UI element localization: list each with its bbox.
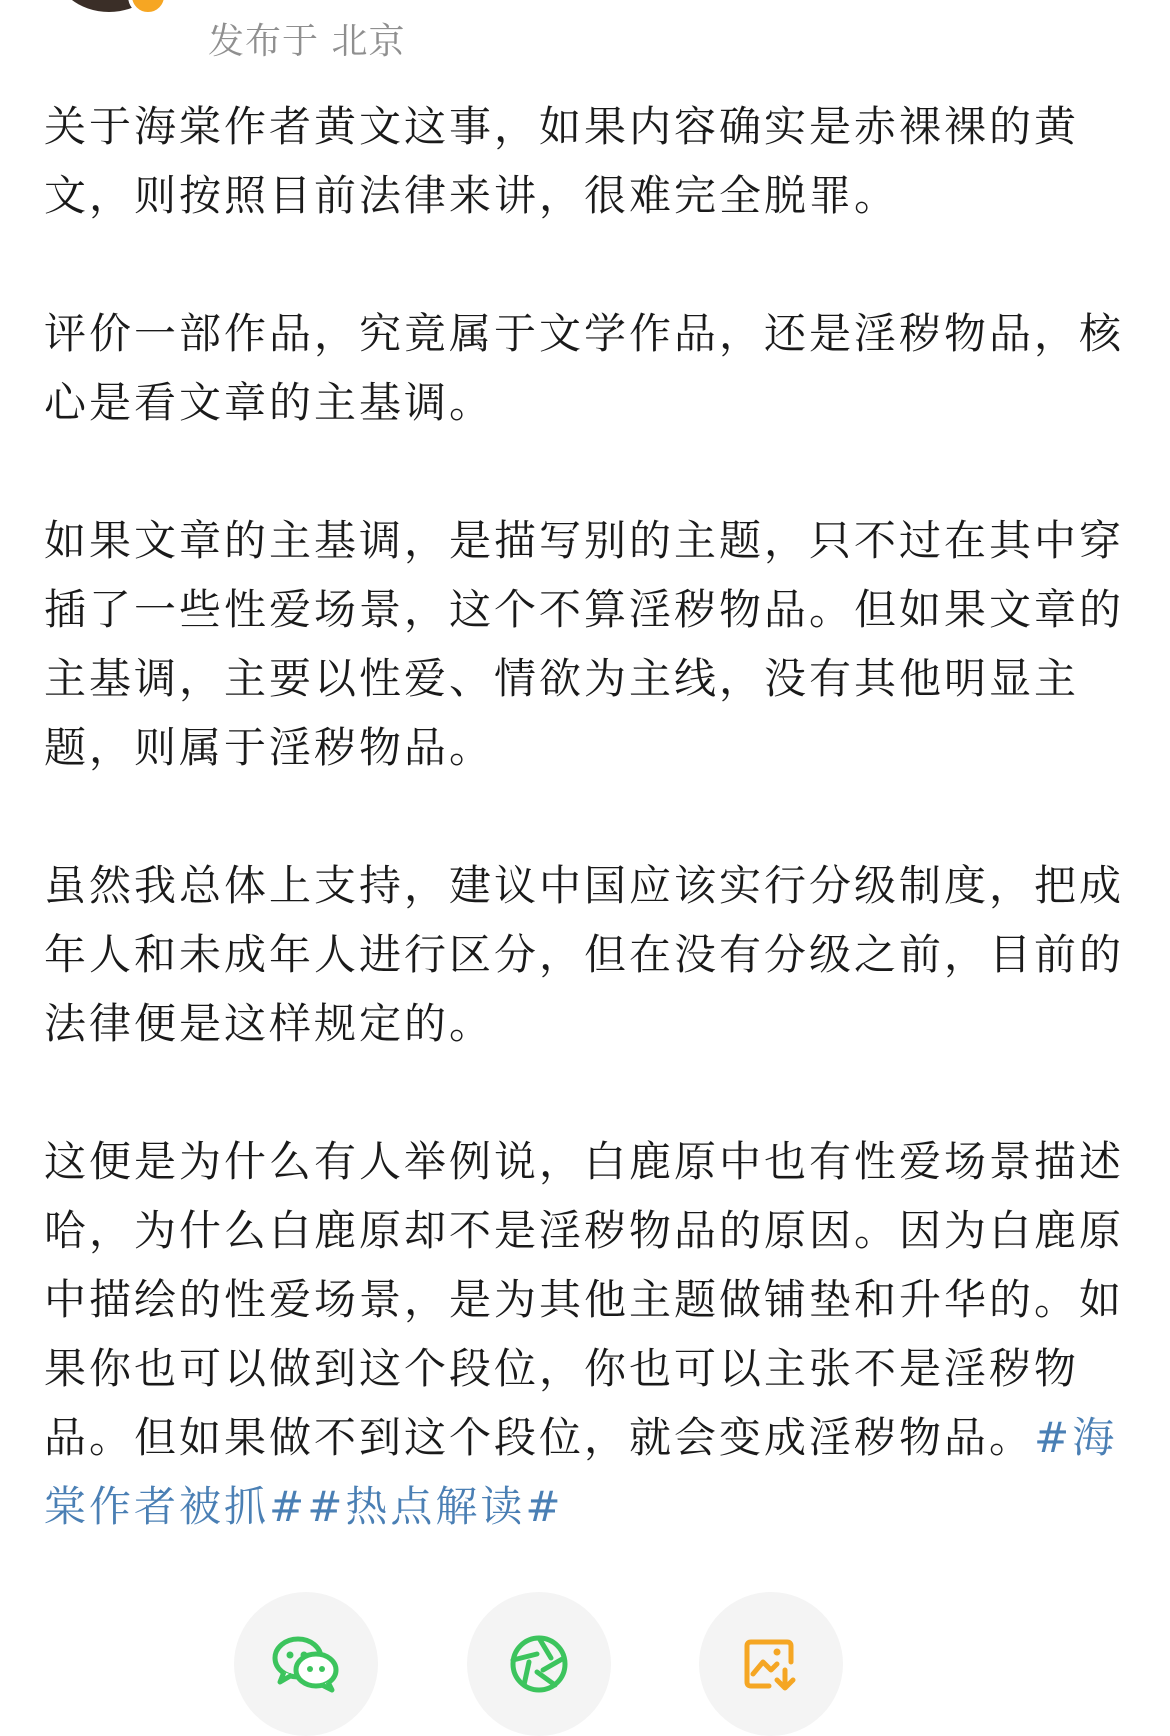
paragraph-3: 如果文章的主基调，是描写别的主题，只不过在其中穿插了一些性爱场景，这个不算淫秽物品。但如果文章的主基调，主要以性爱、情欲为主线，没有其他明显主题，则属于淫秽物品。: [44, 516, 1125, 772]
paragraph-5-text: 这便是为什么有人举例说，白鹿原中也有性爱场景描述哈，为什么白鹿原却不是淫秽物品的原因。因为白鹿原中描绘的性爱场景，是为其他主题做铺垫和升华的。如果你也可以做到这个段位，你也可以主张不是淫秽物品。但如果做不到这个段位，就会变成淫秽物品。: [44, 1137, 1125, 1462]
share-wechat-button[interactable]: [234, 1592, 378, 1736]
paragraph-2: 评价一部作品，究竟属于文学作品，还是淫秽物品，核心是看文章的主基调。: [44, 309, 1125, 427]
save-image-icon: [741, 1634, 801, 1694]
save-image-button[interactable]: [699, 1592, 843, 1736]
post-location: 发布于 北京: [208, 21, 406, 62]
paragraph-1: 关于海棠作者黄文这事，如果内容确实是赤裸裸的黄文，则按照目前法律来讲，很难完全脱罪。: [44, 102, 1080, 220]
paragraph-4: 虽然我总体上支持，建议中国应该实行分级制度，把成年人和未成年人进行区分，但在没有分级之前，目前的法律便是这样规定的。: [44, 861, 1125, 1048]
wechat-icon: [270, 1634, 342, 1694]
moments-icon: [507, 1632, 571, 1696]
post-header: [0, 0, 1170, 80]
post-body: [44, 92, 1134, 1541]
verified-badge-icon: [128, 0, 168, 16]
paragraph-5: [44, 1127, 1134, 1541]
share-moments-button[interactable]: [467, 1592, 611, 1736]
hashtag-links[interactable]: #海棠作者被抓##热点解读#: [44, 1413, 1118, 1531]
